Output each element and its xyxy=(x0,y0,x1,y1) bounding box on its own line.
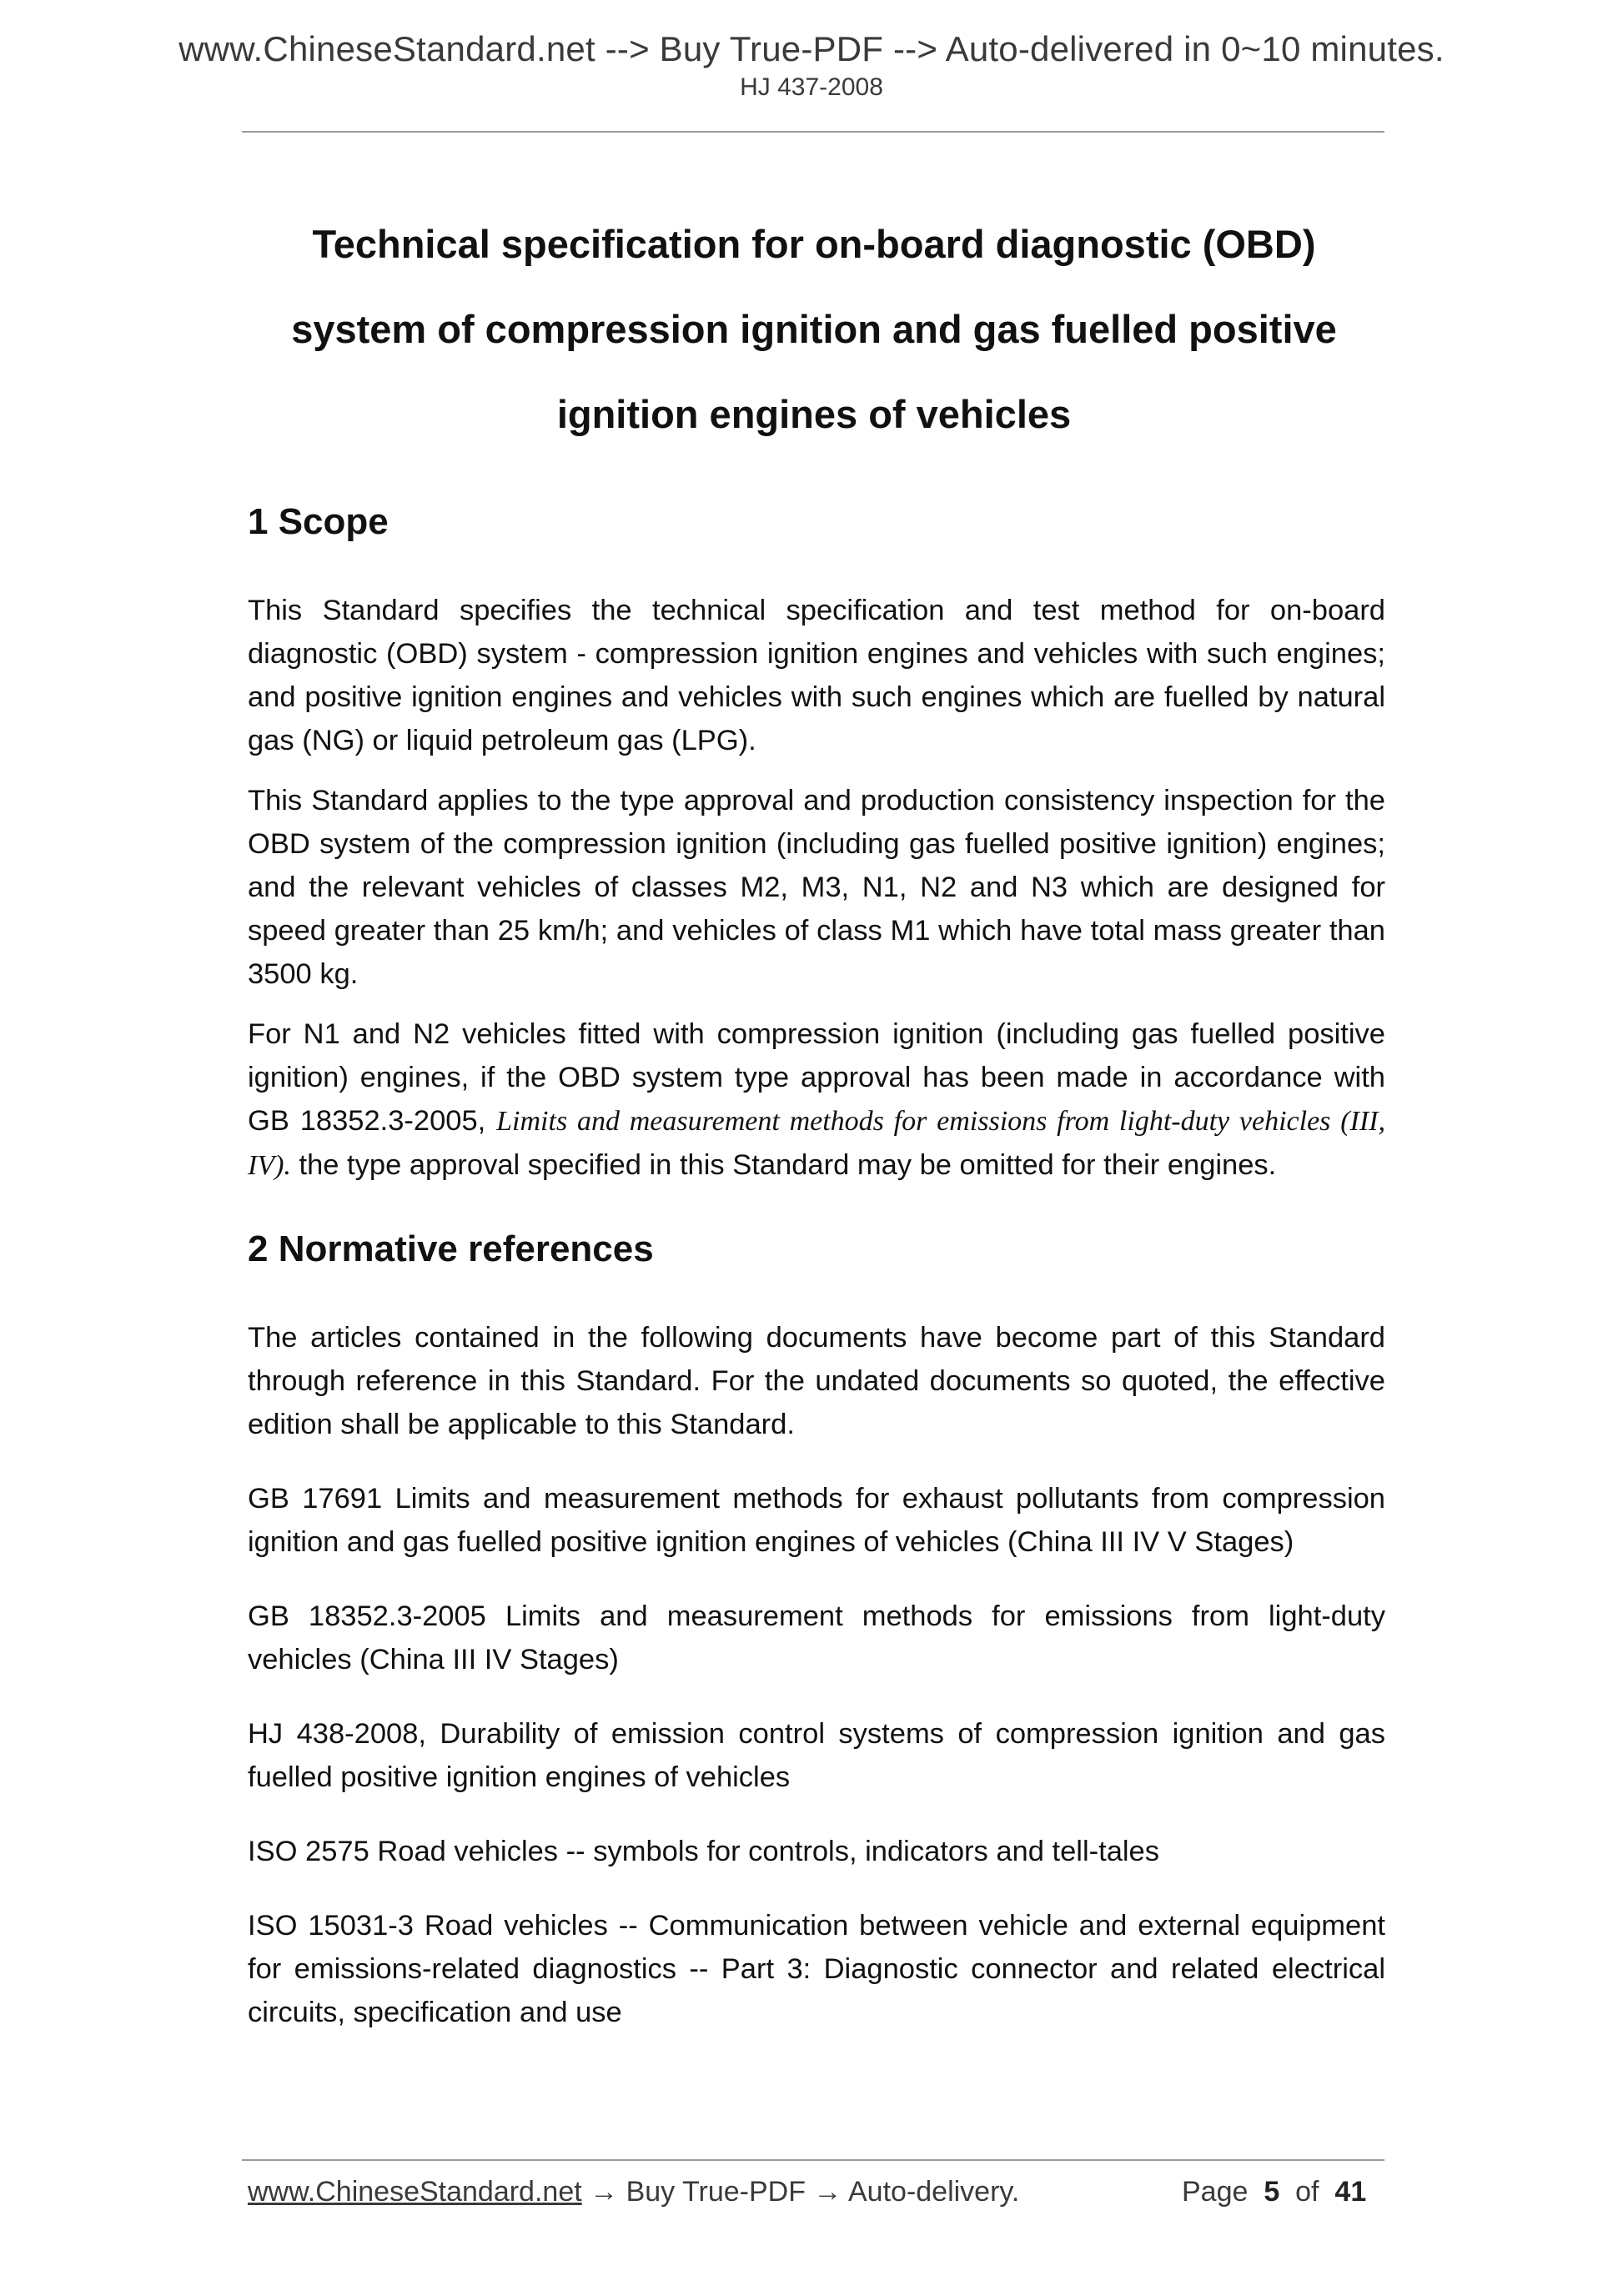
scope-paragraph-2: This Standard applies to the type approval and production consistency inspection for the OBD system of the compression ignition (including gas fuelled positive ignition) engines; and the relevant vehicles of classes M2, M3, N1, N2 and N3 which are designed for speed greater than 25 km/h; and vehicles of class M1 which have total mass greater than 3500 kg. xyxy=(248,784,1385,990)
scope-paragraph-3-end: the type approval specified in this Standard may be omitted for their engines. xyxy=(290,1148,1277,1181)
page-label: Page xyxy=(1182,2176,1249,2208)
footer-site-link[interactable]: www.ChineseStandard.net xyxy=(248,2176,582,2208)
reference-item: ISO 2575 Road vehicles -- symbols for controls, indicators and tell-tales xyxy=(248,1835,1159,1867)
scope-paragraph-3-text: For N1 and N2 vehicles fitted with compression ignition (including gas fuelled positive ignition) engines, if the OBD system type approval has been made in accordance with GB 18352.3-2005, xyxy=(248,1017,1385,1137)
header-divider xyxy=(242,131,1384,133)
referenced-standard-title: Limits and measurement methods for emissions from light-duty vehicles (III, IV). xyxy=(248,1105,1385,1181)
total-pages: 41 xyxy=(1334,2176,1367,2208)
title-line-3: ignition engines of vehicles xyxy=(556,392,1072,436)
section-heading-normative-references: 2 Normative references xyxy=(248,1228,654,1269)
title-line-2: system of compression ignition and gas fuelled positive xyxy=(291,307,1337,351)
scope-paragraph-3 xyxy=(248,1012,1385,1188)
of-label: of xyxy=(1295,2176,1319,2208)
reference-item: GB 17691 Limits and measurement methods for exhaust pollutants from compression ignition and gas fuelled positive ignition engines of vehicles (China III IV V Stages) xyxy=(248,1482,1385,1558)
section-heading-scope: 1 Scope xyxy=(248,501,389,542)
scope-paragraph-1: This Standard specifies the technical specification and test method for on-board diagnostic (OBD) system - compression ignition engines and vehicles with such engines; and positive ignition engines and vehicles with such engines which are fuelled by natural gas (NG) or liquid petroleum gas (LPG). xyxy=(248,594,1385,756)
reference-item: GB 18352.3-2005 Limits and measurement methods for emissions from light-duty vehicles (China III IV Stages) xyxy=(248,1600,1385,1676)
references-intro: The articles contained in the following documents have become part of this Standard through reference in this Standard. For the undated documents so quoted, the effective edition shall be applicable to this Standard. xyxy=(248,1321,1385,1440)
reference-item: HJ 438-2008, Durability of emission control systems of compression ignition and gas fuelled positive ignition engines of vehicles xyxy=(248,1717,1385,1793)
document-body xyxy=(248,500,1385,2034)
reference-item: ISO 15031-3 Road vehicles -- Communication between vehicle and external equipment for emissions-related diagnostics -- Part 3: Diagnostic connector and related electrical circuits, specification and use xyxy=(248,1909,1385,2028)
page-indicator xyxy=(1182,2175,1379,2209)
document-title xyxy=(242,202,1386,457)
document-code: HJ 437-2008 xyxy=(740,73,883,101)
footer-purchase-text: → Buy True-PDF → Auto-delivery. xyxy=(581,2176,1020,2208)
page-number: 5 xyxy=(1264,2176,1280,2208)
title-line-1: Technical specification for on-board diagnostic (OBD) xyxy=(312,222,1316,266)
footer-divider xyxy=(242,2159,1384,2161)
header-banner: www.ChineseStandard.net --> Buy True-PDF --> Auto-delivered in 0~10 minutes. xyxy=(178,29,1445,68)
footer-links xyxy=(248,2175,1019,2209)
